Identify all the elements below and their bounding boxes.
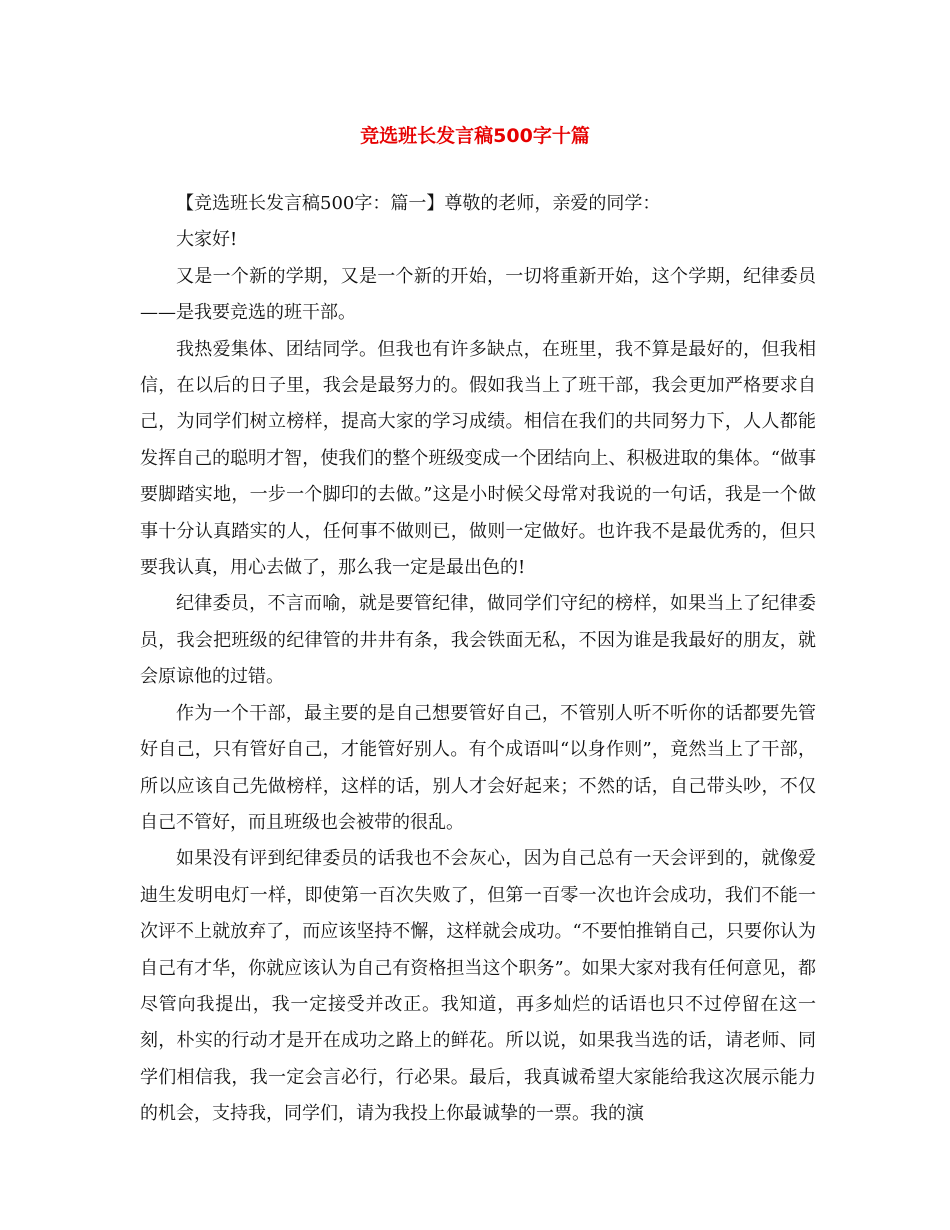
paragraph-qualities: 我热爱集体、团结同学。但我也有许多缺点，在班里，我不算是最好的，但我相信，在以后的日子里，我会是最努力的。假如我当上了班干部，我会更加严格要求自己，为同学们树立榜样，提高大家的学习成绩。相信在我们的共同努力下，人人都能发挥自己的聪明才智，使我们的整个班级变成一个团结向上、积极进取的集体。“做事要脚踏实地，一步一个脚印的去做。”这是小时候父母常对我说的一句话，我是一个做事十分认真踏实的人，任何事不做则已，做则一定做好。也许我不是最优秀的，但只要我认真，用心去做了，那么我一定是最出色的! [140,338,816,579]
paragraph-intro: 又是一个新的学期，又是一个新的开始，一切将重新开始，这个学期，纪律委员——是我要竞选的班干部。 [140,265,816,324]
paragraph-discipline: 纪律委员，不言而喻，就是要管纪律，做同学们守纪的榜样，如果当上了纪律委员，我会把班级的纪律管的井井有条，我会铁面无私，不因为谁是我最好的朋友，就会原谅他的过错。 [140,593,816,688]
paragraph-role-model: 作为一个干部，最主要的是自己想要管好自己，不管别人听不听你的话都要先管好自己，只有管好自己，才能管好别人。有个成语叫“以身作则”，竟然当上了干部，所以应该自己先做榜样，这样的话，别人才会好起来；不然的话，自己带头吵，不仅自己不管好，而且班级也会被带的很乱。 [140,702,816,833]
document-title: 竞选班长发言稿500字十篇 [360,125,590,147]
paragraph-greeting: 大家好! [176,229,238,251]
paragraph-heading: 【竞选班长发言稿500字：篇一】尊敬的老师，亲爱的同学： [176,193,661,214]
document-body [140,186,816,1133]
paragraph-closing: 如果没有评到纪律委员的话我也不会灰心，因为自己总有一天会评到的，就像爱迪生发明电灯一样，即使第一百次失败了，但第一百零一次也许会成功，我们不能一次评不上就放弃了，而应该坚持不懈，这样就会成功。“不要怕推销自己，只要你认为自己有才华，你就应该认为自己有资格担当这个职务”。如果大家对我有任何意见，都尽管向我提出，我一定接受并改正。我知道，再多灿烂的话语也只不过停留在这一刻，朴实的行动才是开在成功之路上的鲜花。所以说，如果我当选的话，请老师、同学们相信我，我一定会言必行，行必果。最后，我真诚希望大家能给我这次展示能力的机会，支持我，同学们，请为我投上你最诚挚的一票。我的演 [140,848,816,1125]
